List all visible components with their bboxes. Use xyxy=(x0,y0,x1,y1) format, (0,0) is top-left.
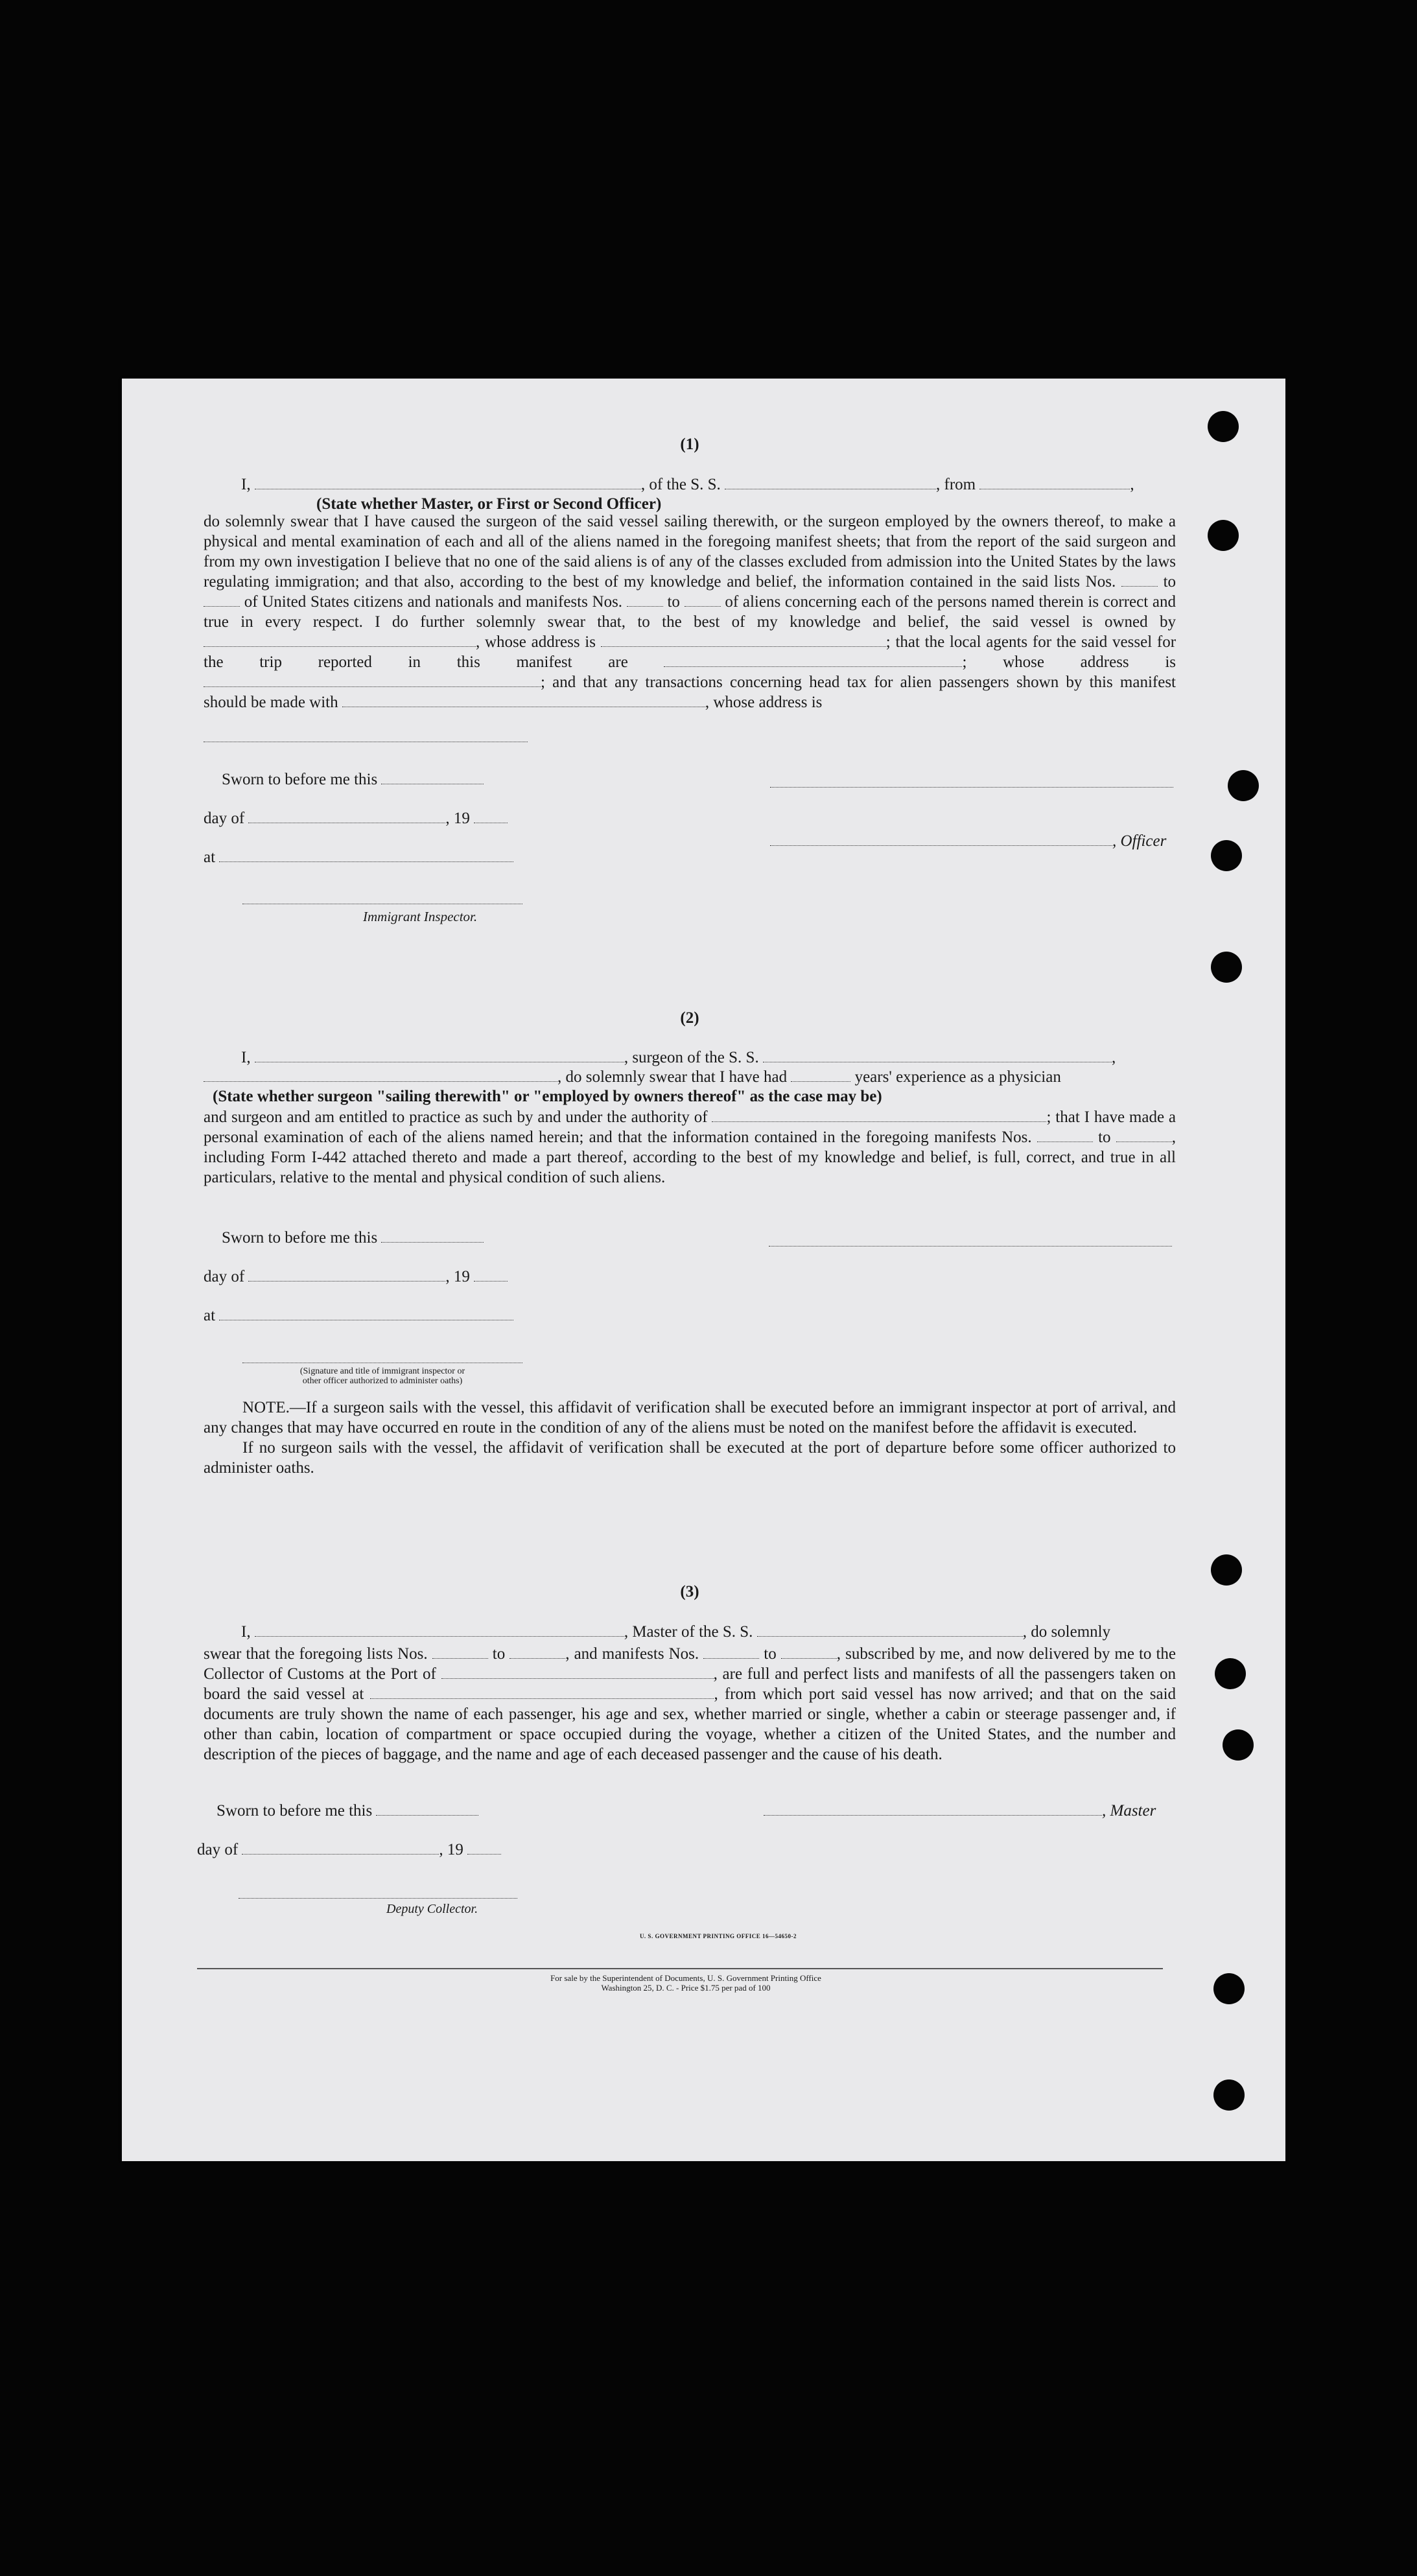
s3-lists-from-field[interactable] xyxy=(432,1646,488,1659)
footer-rule xyxy=(197,1968,1163,1969)
authority-field[interactable] xyxy=(712,1110,1046,1122)
s2-at-line: at xyxy=(204,1307,513,1325)
manifests-to-field[interactable] xyxy=(685,594,721,607)
inspector-title: Immigrant Inspector. xyxy=(363,909,478,924)
s2-sworn-date-field[interactable] xyxy=(381,1230,484,1243)
sworn-date-field[interactable] xyxy=(381,772,484,784)
s1-opening-line: I, , of the S. S. , from , xyxy=(241,476,1134,493)
agents-field[interactable] xyxy=(664,655,962,667)
collector-title: Deputy Collector. xyxy=(386,1902,478,1916)
s1-sworn-line: Sworn to before me this xyxy=(222,771,484,789)
punch-hole xyxy=(1223,1729,1254,1761)
punch-hole xyxy=(1208,411,1239,442)
s2-day-of-field[interactable] xyxy=(248,1269,445,1282)
s3-lists-to-field[interactable] xyxy=(509,1646,565,1659)
day-of-field[interactable] xyxy=(248,811,445,823)
head-tax-contact-field[interactable] xyxy=(342,695,705,707)
section-number: (2) xyxy=(680,1009,699,1027)
officer-name-field[interactable] xyxy=(255,477,641,489)
vessel-name-field[interactable] xyxy=(725,477,936,489)
punch-hole xyxy=(1211,952,1242,983)
s2-surgeon-hint: (State whether surgeon "sailing therewith" or "employed by owners thereof" as the case may be) xyxy=(213,1088,882,1105)
s2-signature-hint: (Signature and title of immigrant inspector or other officer authorized to administer oaths) xyxy=(299,1366,465,1386)
s2-sworn-line: Sworn to before me this xyxy=(222,1229,484,1247)
surgeon-status-field[interactable] xyxy=(204,1070,557,1082)
s2-second-line: , do solemnly swear that I have had years' experience as a physician xyxy=(204,1068,1061,1086)
s3-body: swear that the foregoing lists Nos. to , and manifests Nos. to , subscribed by me, and now delivered by me to the Collector of Customs at the Port of , are full and perfect lists and manifests of all the passengers taken on board the said vessel at , from which port said vessel has now arrived; and that on the said documents are truly shown the name of each passenger, his age and sex, whether married or single, whether a cabin or steerage passenger and, if other than cabin, location of compartment or space occupied during the voyage, whether a citizen of the United States, and the number and description of the pieces of baggage, and the name and age of each deceased passenger and the cause of his death. xyxy=(204,1645,1177,1763)
year-field[interactable] xyxy=(474,811,508,823)
port-of-field[interactable] xyxy=(441,1667,714,1679)
s3-sworn-date-field[interactable] xyxy=(376,1803,478,1816)
section-number: (3) xyxy=(680,1583,699,1600)
s3-day-of-field[interactable] xyxy=(242,1842,439,1855)
manifests-from-field[interactable] xyxy=(627,594,663,607)
s2-manifests-from-field[interactable] xyxy=(1037,1130,1093,1142)
s2-day-line: day of , 19 xyxy=(204,1268,508,1286)
master-name-field[interactable] xyxy=(255,1624,624,1637)
lists-to-field[interactable] xyxy=(204,594,240,607)
s3-sworn-line: Sworn to before me this xyxy=(217,1802,478,1820)
owner-address-field[interactable] xyxy=(601,635,886,647)
from-port-field[interactable] xyxy=(979,477,1130,489)
s1-officer-hint: (State whether Master, or First or Second Officer) xyxy=(316,495,662,513)
punch-hole xyxy=(1208,520,1239,551)
at-place-field[interactable] xyxy=(219,850,513,862)
sale-notice: For sale by the Superintendent of Documents, U. S. Government Printing Office Washington 25, D. C. - Price $1.75 per pad of 100 xyxy=(550,1973,821,1993)
section-number: (1) xyxy=(680,436,699,453)
punch-hole xyxy=(1228,770,1259,801)
s2-manifests-to-field[interactable] xyxy=(1116,1130,1172,1142)
s2-body: and surgeon and am entitled to practice as such by and under the authority of ; that I have made a personal examination of each of the aliens named herein; and that the information contained in the foregoing manifests Nos. to , including Form I-442 attached thereto and made a part thereof, according to the best of my knowledge and belief, is full, correct, and true in all particulars, relative to the mental and physical condition of such aliens. xyxy=(204,1108,1177,1186)
section-1 xyxy=(204,436,1176,454)
s2-note: NOTE.—If a surgeon sails with the vessel, this affidavit of verification shall be executed before an immigrant inspector at port of arrival, and any changes that may have occurred en route in the condition of any of the aliens must be noted on the manifest before the affidavit is executed. If no surgeon sails with the vessel, the affidavit of verification shall be executed at the port of departure before some officer authorized to administer oaths. xyxy=(204,1399,1176,1477)
s3-master-line: , Master xyxy=(764,1802,1156,1820)
punch-hole xyxy=(1213,1973,1245,2004)
s1-at-line: at xyxy=(204,849,513,867)
punch-hole xyxy=(1211,840,1242,871)
s2-at-place-field[interactable] xyxy=(219,1308,513,1320)
master-signature-field[interactable] xyxy=(764,1803,1102,1816)
s2-year-field[interactable] xyxy=(474,1269,508,1282)
agents-address-field[interactable] xyxy=(204,675,541,687)
collector-signature-line[interactable] xyxy=(239,1898,517,1899)
owner-field[interactable] xyxy=(204,635,476,647)
gpo-imprint: U. S. GOVERNMENT PRINTING OFFICE 16—54650-2 xyxy=(639,1933,797,1939)
lists-from-field[interactable] xyxy=(1121,574,1158,587)
s3-opening-line: I, , Master of the S. S. , do solemnly xyxy=(241,1623,1111,1641)
s3-vessel-field[interactable] xyxy=(757,1624,1023,1637)
s1-body: do solemnly swear that I have caused the surgeon of the said vessel sailing therewith, or the surgeon employed by the owners thereof, to make a physical and mental examination of each and all of the aliens named in the foregoing manifest sheets; that from the report of the said surgeon and from my own investigation I believe that no one of the said aliens is of any of the classes excluded from admission into the United States by the laws regulating immigration; and that also, according to the best of my knowledge and belief, the information contained in the said lists Nos. to of United States citizens and nationals and manifests Nos. to of aliens concerning each of the persons named therein is correct and true in every respect. I do further solemnly swear that, to the best of my knowledge and belief, the said vessel is owned by , whose address is ; that the local agents for the said vessel for the trip reported in this manifest are ; whose address is ; and that any transactions concerning head tax for alien passengers shown by this manifest should be made with , whose address is xyxy=(204,513,1177,711)
s3-manifests-from-field[interactable] xyxy=(703,1646,759,1659)
officer-title-field[interactable] xyxy=(770,834,1112,846)
surgeon-signature-line[interactable] xyxy=(769,1246,1172,1247)
manifest-form-page xyxy=(122,379,1285,2161)
s3-day-line: day of , 19 xyxy=(197,1841,501,1859)
surgeon-name-field[interactable] xyxy=(255,1050,624,1062)
punch-hole xyxy=(1213,2079,1245,2111)
officer-signature-line[interactable] xyxy=(770,787,1173,788)
punch-hole xyxy=(1211,1554,1242,1586)
s1-day-line: day of , 19 xyxy=(204,810,508,828)
years-experience-field[interactable] xyxy=(791,1070,850,1082)
s2-opening-line: I, , surgeon of the S. S. , xyxy=(241,1049,1116,1066)
section-2 xyxy=(204,1009,1176,1027)
s3-manifests-to-field[interactable] xyxy=(781,1646,837,1659)
s1-officer-line: , Officer xyxy=(770,832,1166,850)
section-3 xyxy=(204,1583,1176,1601)
s2-vessel-field[interactable] xyxy=(763,1050,1112,1062)
boarding-port-field[interactable] xyxy=(370,1687,714,1699)
s3-year-field[interactable] xyxy=(467,1842,501,1855)
punch-hole xyxy=(1215,1658,1246,1689)
